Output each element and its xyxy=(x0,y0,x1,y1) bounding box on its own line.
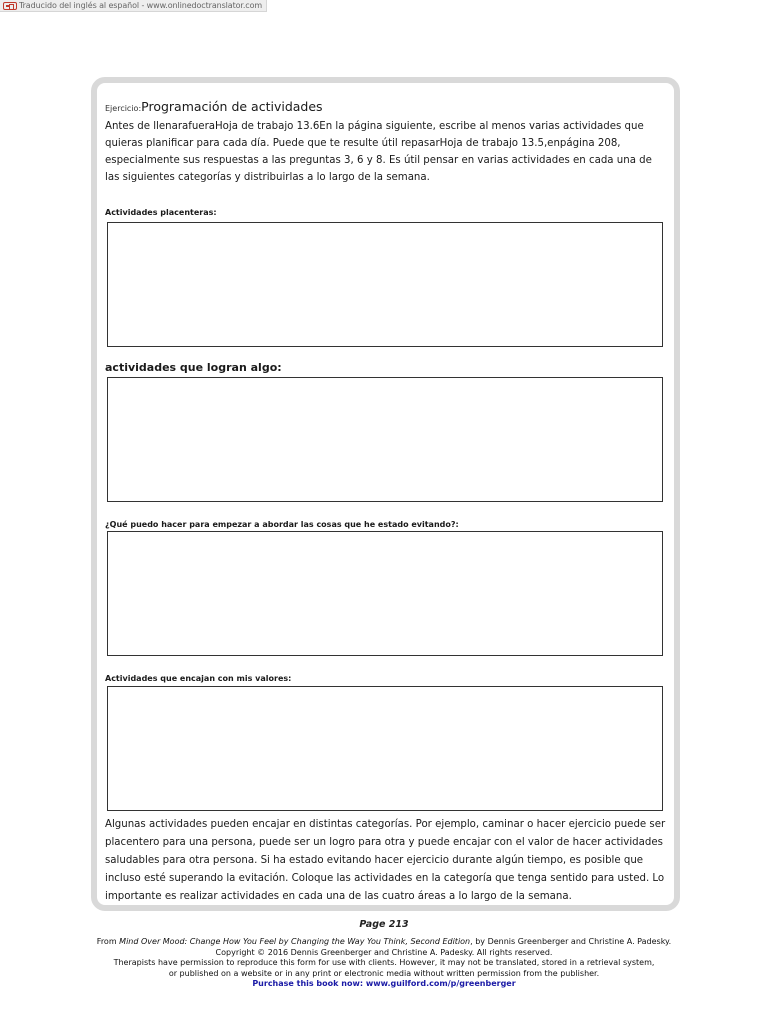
permission-line-2: or published on a website or in any print or electronic media without written permission from the publisher. xyxy=(168,968,600,978)
answer-box-achievement[interactable] xyxy=(107,377,663,502)
book-title: Mind Over Mood: Change How You Feel by Changing the Way You Think, Second Edition xyxy=(119,937,471,946)
citation-line xyxy=(0,937,768,948)
translator-banner-text[interactable]: Traducido del inglés al español - www.onlinedoctranslator.com xyxy=(19,1,263,10)
purchase-link[interactable]: Purchase this book now: www.guilford.com/p/greenberger xyxy=(252,979,516,988)
closing-paragraph: Algunas actividades pueden encajar en distintas categorías. Por ejemplo, caminar o hacer ejercicio puede ser placentero para una persona, puede ser un logro para otra y puede encajar con el valor de hacer actividades saludables para otra persona. Si ha estado evitando hacer ejercicio durante algún tiempo, es posible que incluso esté superando la evitación. Coloque las actividades en la categoría que tenga sentido para usted. Lo importante es realizar actividades en cada una de las cuatro áreas a lo largo de la semana. xyxy=(105,819,666,902)
section-label-achievement: actividades que logran algo: xyxy=(105,361,282,374)
section-label-avoidance: ¿Qué puedo hacer para empezar a abordar las cosas que he estado evitando?: xyxy=(105,520,459,529)
worksheet-frame xyxy=(91,77,680,911)
answer-box-values[interactable] xyxy=(107,686,663,811)
permission-line-1: Therapists have permission to reproduce this form for use with clients. However, it may not be translated, stored in a retrieval system, xyxy=(113,958,655,967)
citation-authors: , by Dennis Greenberger and Christine A. Padesky. xyxy=(470,937,672,946)
answer-box-avoidance[interactable] xyxy=(107,531,663,656)
page-number: Page 213 xyxy=(359,919,409,930)
exercise-prefix: Ejercicio: xyxy=(105,104,142,113)
section-label-pleasant: Actividades placenteras: xyxy=(105,208,217,217)
intro-paragraph: Antes de llenarafueraHoja de trabajo 13.6En la página siguiente, escribe al menos varias actividades que quieras planificar para cada día. Puede que te resulte útil repasarHoja de trabajo 13.5,enpágina 208, especialmente sus respuestas a las preguntas 3, 6 y 8. Es útil pensar en varias actividades en cada una de las siguientes categorías y distribuirlas a lo largo de la semana. xyxy=(105,121,652,183)
copyright-line: Copyright © 2016 Dennis Greenberger and Christine A. Padesky. All rights reserved. xyxy=(215,947,553,957)
answer-box-pleasant[interactable] xyxy=(107,222,663,347)
page-title: Programación de actividades xyxy=(141,99,323,114)
translator-banner[interactable] xyxy=(0,0,267,12)
footer xyxy=(0,937,768,990)
section-label-values: Actividades que encajan con mis valores: xyxy=(105,674,292,683)
worksheet-title xyxy=(105,96,323,115)
citation-prefix: From xyxy=(96,937,120,946)
translate-icon xyxy=(3,2,17,10)
